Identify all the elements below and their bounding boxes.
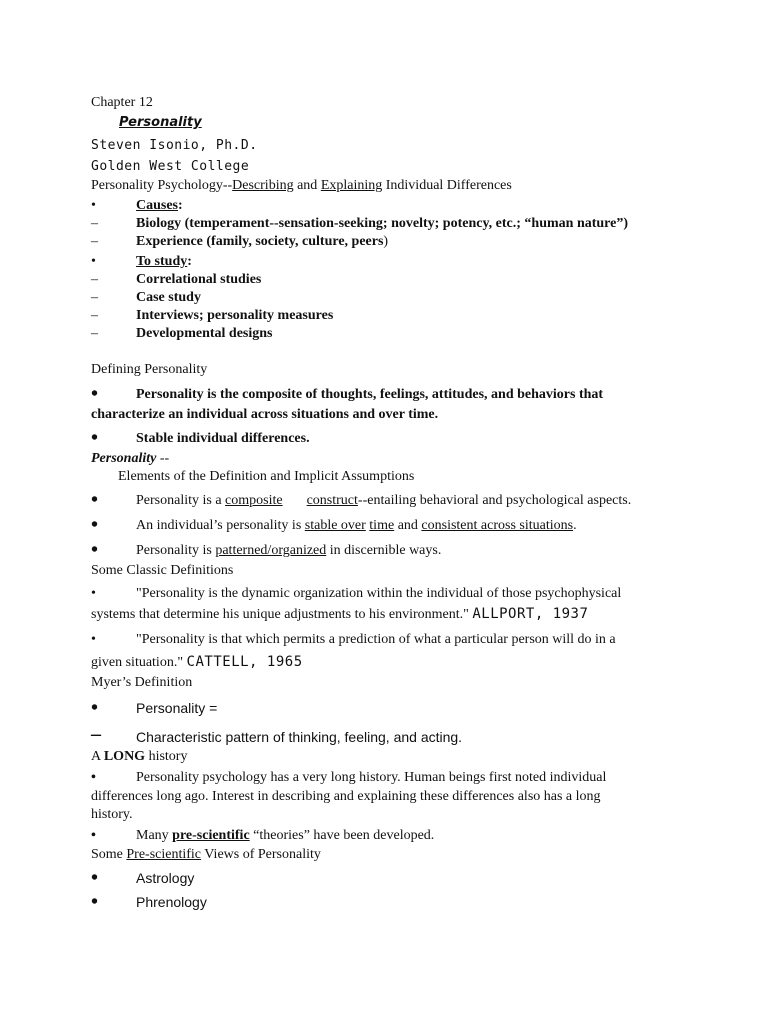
cattell-citation: CATTELL, 1965 [186,654,303,670]
stable-differences: Stable individual differences. [136,431,310,446]
elements-heading: Elements of the Definition and Implicit Assumptions [118,469,415,484]
definition-line-1: Personality is the composite of thoughts, feelings, attitudes, and behaviors that [136,387,604,402]
element-patterned: Personality is patterned/organized in discernible ways. [136,543,442,558]
history-line-3: history. [91,807,133,822]
cattell-line-2: given situation." CATTELL, 1965 [91,654,303,670]
list-item: Biology (temperament--sensation-seeking; novelty; potency, etc.; “human nature”) [136,216,629,231]
history-line-2: differences long ago. Interest in describing and explaining these differences also has a long [91,789,601,804]
dash-icon: – [91,308,98,323]
allport-citation: ALLPORT, 1937 [472,606,589,622]
allport-line-2: systems that determine his unique adjustments to his environment." ALLPORT, 1937 [91,606,589,622]
dash-icon: – [91,290,98,305]
personality-term: Personality -- [91,451,170,466]
myers-item-2: Characteristic pattern of thinking, feeling, and acting. [136,729,463,745]
history-theories: Many pre-scientific “theories” have been developed. [136,828,435,843]
defining-heading: Defining Personality [91,362,208,377]
cattell-line-1: "Personality is that which permits a prediction of what a particular person will do in a [136,632,616,647]
to-study-heading: To study: [136,254,192,269]
list-item: Developmental designs [136,326,273,341]
view-item-astrology: Astrology [136,870,195,886]
classic-heading: Some Classic Definitions [91,563,234,578]
element-stable: An individual’s personality is stable over time and consistent across situations. [136,518,577,533]
dash-icon: – [91,216,98,231]
list-item: Correlational studies [136,272,262,287]
views-heading: Some Pre-scientific Views of Personality [91,847,321,862]
bullet-icon: • [91,697,99,719]
bullet-icon: • [91,891,99,913]
bullet-icon: • [91,514,99,536]
bullet-icon: • [91,828,96,843]
intro-line: Personality Psychology--Describing and Explaining Individual Differences [91,178,512,193]
causes-heading: Causes: [136,198,183,213]
bullet-icon: • [91,586,96,601]
bullet-icon: • [91,770,96,785]
college-name: Golden West College [91,159,250,174]
myers-item-1: Personality = [136,700,218,716]
dash-icon: – [91,326,98,341]
allport-line-1: "Personality is the dynamic organization within the individual of those psychophysical [136,586,622,601]
bullet-icon: • [91,539,99,561]
dash-icon: – [91,723,101,745]
element-composite: Personality is a composite construct--entailing behavioral and psychological aspects. [136,493,632,508]
list-item: Experience (family, society, culture, peers) [136,234,389,249]
chapter-label: Chapter 12 [91,95,153,110]
history-line-1: Personality psychology has a very long history. Human beings first noted individual [136,770,607,785]
bullet-icon: • [91,867,99,889]
explaining-link-text: Explaining [320,178,383,193]
dash-icon: – [91,272,98,287]
bullet-icon: • [91,427,99,449]
describing-link-text: Describing [232,178,294,193]
list-item: Case study [136,290,201,305]
page-title: Personality [119,115,202,130]
bullet-icon: • [91,198,96,213]
dash-icon: – [91,234,98,249]
history-heading: A LONG history [91,749,188,764]
definition-line-2: characterize an individual across situations and over time. [91,407,439,422]
bullet-icon: • [91,383,99,405]
view-item-phrenology: Phrenology [136,894,207,910]
bullet-icon: • [91,254,96,269]
list-item: Interviews; personality measures [136,308,334,323]
bullet-icon: • [91,489,99,511]
author-name: Steven Isonio, Ph.D. [91,138,258,153]
bullet-icon: • [91,632,96,647]
myers-heading: Myer’s Definition [91,675,193,690]
